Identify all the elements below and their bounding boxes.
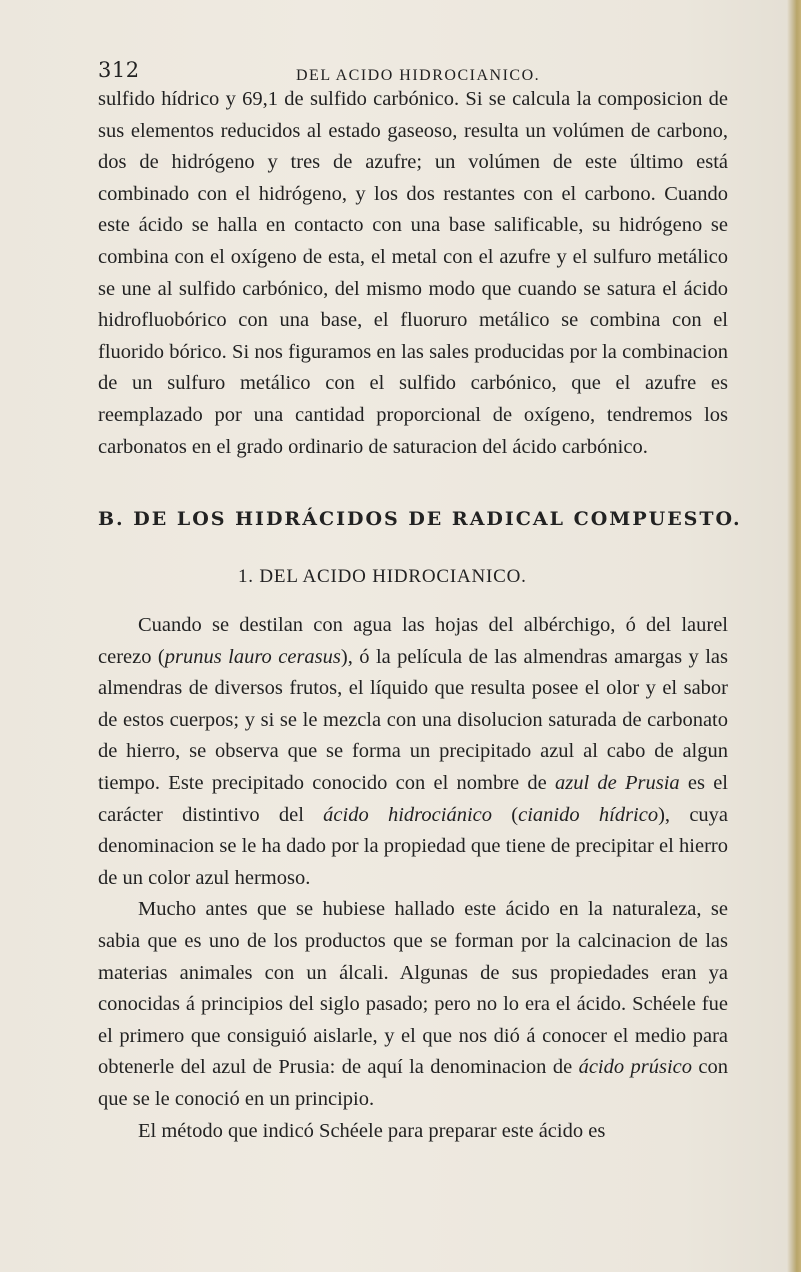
main-body xyxy=(98,610,728,1147)
italic-term: ácido prúsico xyxy=(578,1056,692,1079)
paragraph-text xyxy=(98,610,728,894)
italic-term: azul de Prusia xyxy=(554,771,680,794)
text-span: Cuando se destilan con agua las hojas del albérchigo, ó del laurel cerezo ( xyxy=(98,614,728,668)
latin-name: prunus lauro cerasus xyxy=(164,645,341,668)
running-head: DEL ACIDO HIDROCIANICO. xyxy=(296,67,541,84)
text-span: ), cuya denominacion se le ha dado por la propiedad que tiene de precipitar el hierro de un color azul hermoso. xyxy=(98,803,729,889)
page-number: 312 xyxy=(98,58,140,82)
subsection-title: 1. DEL ACIDO HIDROCIANICO. xyxy=(238,566,527,587)
page-edge xyxy=(787,0,801,1272)
paragraph-text: sulfido hídrico y 69,1 de sulfido carbónico. Si se calcula la composicion de sus elementos reducidos al estado gaseoso, resulta un volúmen de carbono, dos de hidrógeno y tres de azufre; un volúmen de este último está combinado con el hidrógeno, y los dos restantes con el carbono. Cuando este ácido se halla en contacto con una base salificable, su hidrógeno se combina con el oxígeno de esta, el metal con el azufre y el sulfuro metálico se une al sulfido carbónico, del mismo modo que cuando se satura el ácido hidrofluobórico con una base, el fluoruro metálico se combina con el fluorido bórico. Si nos figuramos en las sales producidas por la combinacion de un sulfuro metálico con el sulfido carbónico, que el azufre es reemplazado por una cantidad proporcional de oxígeno, tendremos los carbonatos en el grado ordinario de saturacion del ácido carbónico. xyxy=(98,88,728,458)
paragraph-text: El método que indicó Schéele para preparar este ácido es xyxy=(138,1119,606,1142)
text-span: ( xyxy=(492,803,519,826)
paragraph-text xyxy=(98,894,728,1115)
paragraph-continuation xyxy=(98,84,728,463)
section-title: B. DE LOS HIDRÁCIDOS DE RADICAL COMPUESTO. xyxy=(98,508,742,530)
text-span: Mucho antes que se hubiese hallado este ácido en la naturaleza, se sabia que es uno de los productos que se forman por la calcinacion de las materias animales con un álcali. Algunas de sus propiedades eran ya conocidas á principios del siglo pasado; pero no lo era el ácido. Schéele fue el primero que consiguió aislarle, y el que nos dió á conocer el medio para obtenerle del azul de Prusia: de aquí la denominacion de xyxy=(98,898,728,1079)
text-span: es el carácter distintivo del xyxy=(98,771,728,826)
italic-term: cianido hídrico xyxy=(518,803,659,826)
text-span: ), ó la película de las almendras amargas y las almendras de diversos frutos, el líquido que resulta posee el olor y el sabor de estos cuerpos; y si se le mezcla con una disolucion saturada de carbonato de hierro, se observa que se forma un precipitado azul al cabo de algun tiempo. Este precipitado conocido con el nombre de xyxy=(98,645,728,794)
text-span: con que se le conoció en un principio. xyxy=(98,1056,728,1110)
italic-term: ácido hidrociánico xyxy=(323,803,492,826)
